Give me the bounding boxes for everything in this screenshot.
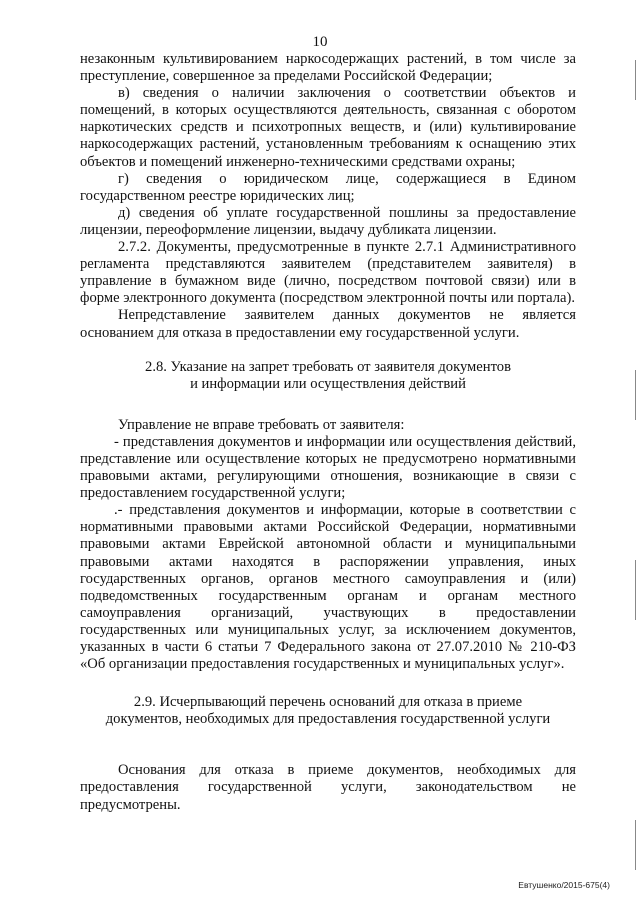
paragraph: Непредставление заявителем данных документов не является основанием для отказа в предоставлении ему государственной услуги. bbox=[80, 307, 576, 341]
heading-line: документов, необходимых для предоставления государственной услуги bbox=[105, 711, 551, 728]
scan-edge-mark bbox=[635, 60, 636, 100]
heading-line: 2.8. Указание на запрет требовать от заявителя документов bbox=[145, 358, 511, 375]
heading-line: и информации или осуществления действий bbox=[190, 375, 466, 392]
section-heading-2-9 bbox=[80, 694, 576, 728]
paragraph: д) сведения об уплате государственной пошлины за предоставление лицензии, переоформление лицензии, выдачу дубликата лицензии. bbox=[80, 204, 576, 238]
scan-edge-mark bbox=[635, 560, 636, 620]
paragraph: .- представления документов и информации, которые в соответствии с нормативными правовыми актами Российской Федерации, нормативными правовыми актами Еврейской автономной области и муниципальными правовыми актами находятся в распоряжении управления, иных государственных органов, органов местного самоуправления и (или) подведомственных государственным органам и органам местного самоуправления организаций, участвующих в предоставлении государственных или муниципальных услуг, за исключением документов, указанных в части 6 статьи 7 Федерального закона от 27.07.2010 № 210-ФЗ «Об организации предоставления государственных и муниципальных услуг». bbox=[80, 502, 576, 673]
scan-edge-mark bbox=[635, 370, 636, 420]
paragraph: 2.7.2. Документы, предусмотренные в пункте 2.7.1 Административного регламента представляются заявителем (представителем заявителя) в управление в бумажном виде (лично, посредством почтовой связи) или в форме электронного документа (посредством электронной почты или портала). bbox=[80, 239, 576, 307]
paragraph: в) сведения о наличии заключения о соответствии объектов и помещений, в которых осуществляются деятельность, связанная с оборотом наркотических средств и психотропных веществ, и (или) культивирование наркосодержащих растений, установленным требованиям к оснащению этих объектов и помещений инженерно-техническими средствами охраны; bbox=[80, 85, 576, 170]
page-number: 10 bbox=[312, 34, 328, 50]
paragraph: г) сведения о юридическом лице, содержащиеся в Едином государственном реестре юридических лиц; bbox=[80, 170, 576, 204]
section-heading-2-8 bbox=[80, 359, 576, 393]
paragraph: Управление не вправе требовать от заявителя: bbox=[118, 416, 405, 433]
heading-line: 2.9. Исчерпывающий перечень оснований для отказа в приеме bbox=[133, 694, 523, 711]
document-footer: Евтушенко/2015-675(4) bbox=[518, 880, 610, 890]
paragraph: - представления документов и информации или осуществления действий, представление или осуществление которых не предусмотрено нормативными правовыми актами, регулирующими отношения, возникающие в связи с предоставлением государственной услуги; bbox=[80, 433, 576, 502]
paragraph: Основания для отказа в приеме документов, необходимых для предоставления государственной услуги, законодательством не предусмотрены. bbox=[80, 762, 576, 813]
scan-edge-mark bbox=[635, 820, 636, 870]
paragraph: незаконным культивированием наркосодержащих растений, в том числе за преступление, совершенное за пределами Российской Федерации; bbox=[80, 51, 576, 85]
page-body bbox=[80, 51, 576, 814]
